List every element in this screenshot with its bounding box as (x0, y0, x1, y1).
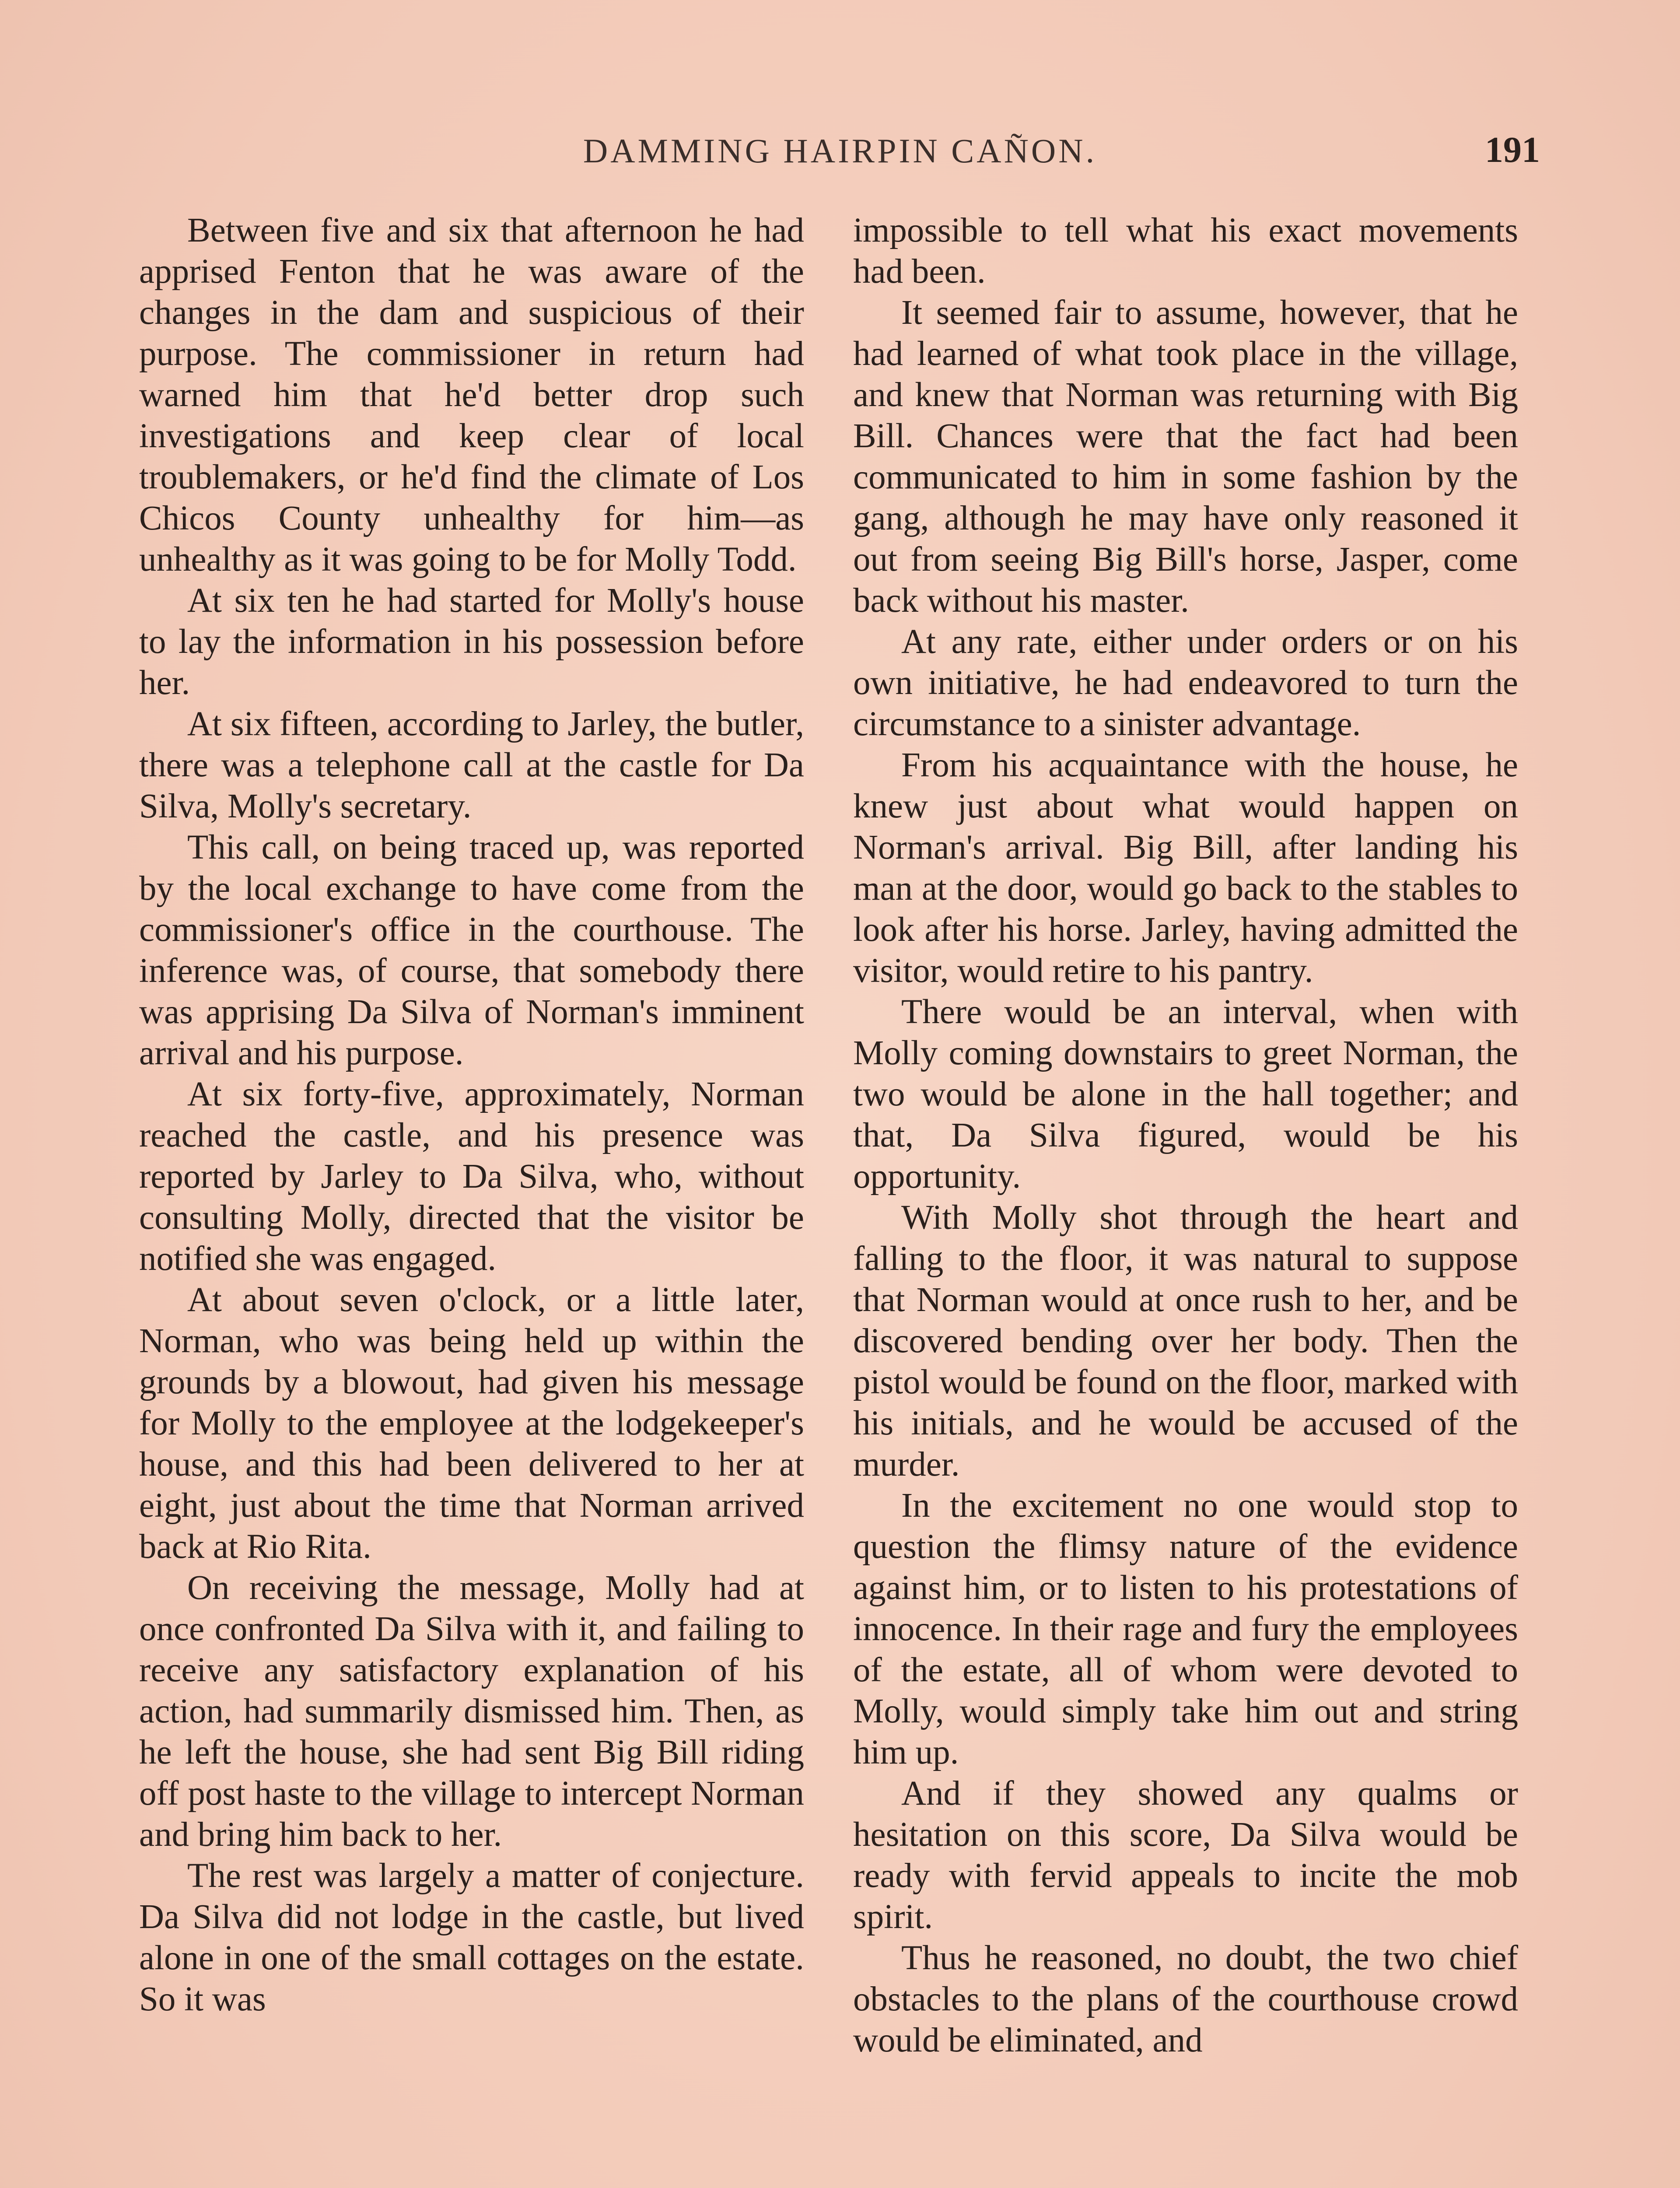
paragraph: It seemed fair to assume, however, that he had learned of what took place in the village, and knew that Norman was returning with Big Bill. Chances were that the fact had been communicated to him in some fashion by the gang, although he may have only reasoned it out from seeing Big Bill's horse, Jasper, come back without his master. (853, 294, 1518, 620)
paragraph: With Molly shot through the heart and falling to the floor, it was natural to suppose that Norman would at once rush to her, and be discovered bending over her body. Then the pistol would be found on the floor, marked with his initials, and he would be accused of the murder. (853, 1199, 1518, 1483)
paragraph: At any rate, either under orders or on his own initiative, he had endeavored to turn the circumstance to a sinister advantage. (853, 623, 1518, 743)
left-column (139, 210, 804, 2020)
paragraph: From his acquaintance with the house, he knew just about what would happen on Norman's arrival. Big Bill, after landing his man at the door, would go back to the stables to look after his horse. Jarley, having admitted the visitor, would retire to his pantry. (853, 746, 1518, 990)
paragraph: On receiving the message, Molly had at once confronted Da Silva with it, and failing to receive any satisfactory explanation of his action, had summarily dismissed him. Then, as he left the house, she had sent Big Bill riding off post haste to the village to intercept Norman and bring him back to her. (139, 1569, 804, 1854)
paragraph: This call, on being traced up, was reported by the local exchange to have come from the commissioner's office in the courthouse. The inference was, of course, that somebody there was apprising Da Silva of Norman's imminent arrival and his purpose. (139, 828, 804, 1072)
paragraph: And if they showed any qualms or hesitation on this score, Da Silva would be ready with fervid appeals to incite the mob spirit. (853, 1774, 1518, 1936)
paragraph: Between five and six that afternoon he had apprised Fenton that he was aware of the changes in the dam and suspicious of their purpose. The commissioner in return had warned him that he'd better drop such investigations and keep clear of local troublemakers, or he'd find the climate of Los Chicos County unhealthy for him—as unhealthy as it was going to be for Molly Todd. (139, 211, 804, 579)
paragraph: In the excitement no one would stop to question the flimsy nature of the evidence against him, or to listen to his protestations of innocence. In their rage and fury the employees of the estate, all of whom were devoted to Molly, would simply take him out and string him up. (853, 1487, 1518, 1771)
paragraph: The rest was largely a matter of conjecture. Da Silva did not lodge in the castle, but lived alone in one of the small cottages on the estate. So it was (139, 1857, 804, 2018)
right-column (853, 210, 1518, 2061)
running-head: DAMMING HAIRPIN CAÑON. (583, 132, 1097, 170)
paragraph-continuation: impossible to tell what his exact movements had been. (853, 211, 1518, 291)
paragraph: At six ten he had started for Molly's house to lay the information in his possession before her. (139, 582, 804, 702)
paragraph: At about seven o'clock, or a little later, Norman, who was being held up within the grounds by a blowout, had given his message for Molly to the employee at the lodgekeeper's house, and this had been delivered to her at eight, just about the time that Norman arrived back at Rio Rita. (139, 1281, 804, 1566)
page-number: 191 (1485, 130, 1540, 170)
paragraph: There would be an interval, when with Molly coming downstairs to greet Norman, the two would be alone in the hall together; and that, Da Silva figured, would be his opportunity. (853, 993, 1518, 1196)
page-header (140, 131, 1540, 188)
paragraph: At six forty-five, approximately, Norman reached the castle, and his presence was reported by Jarley to Da Silva, who, without consulting Molly, directed that the visitor be notified she was engaged. (139, 1075, 804, 1278)
paragraph: At six fifteen, according to Jarley, the butler, there was a telephone call at the castle for Da Silva, Molly's secretary. (139, 705, 804, 825)
paragraph: Thus he reasoned, no doubt, the two chief obstacles to the plans of the courthouse crowd would be eliminated, and (853, 1939, 1518, 2059)
